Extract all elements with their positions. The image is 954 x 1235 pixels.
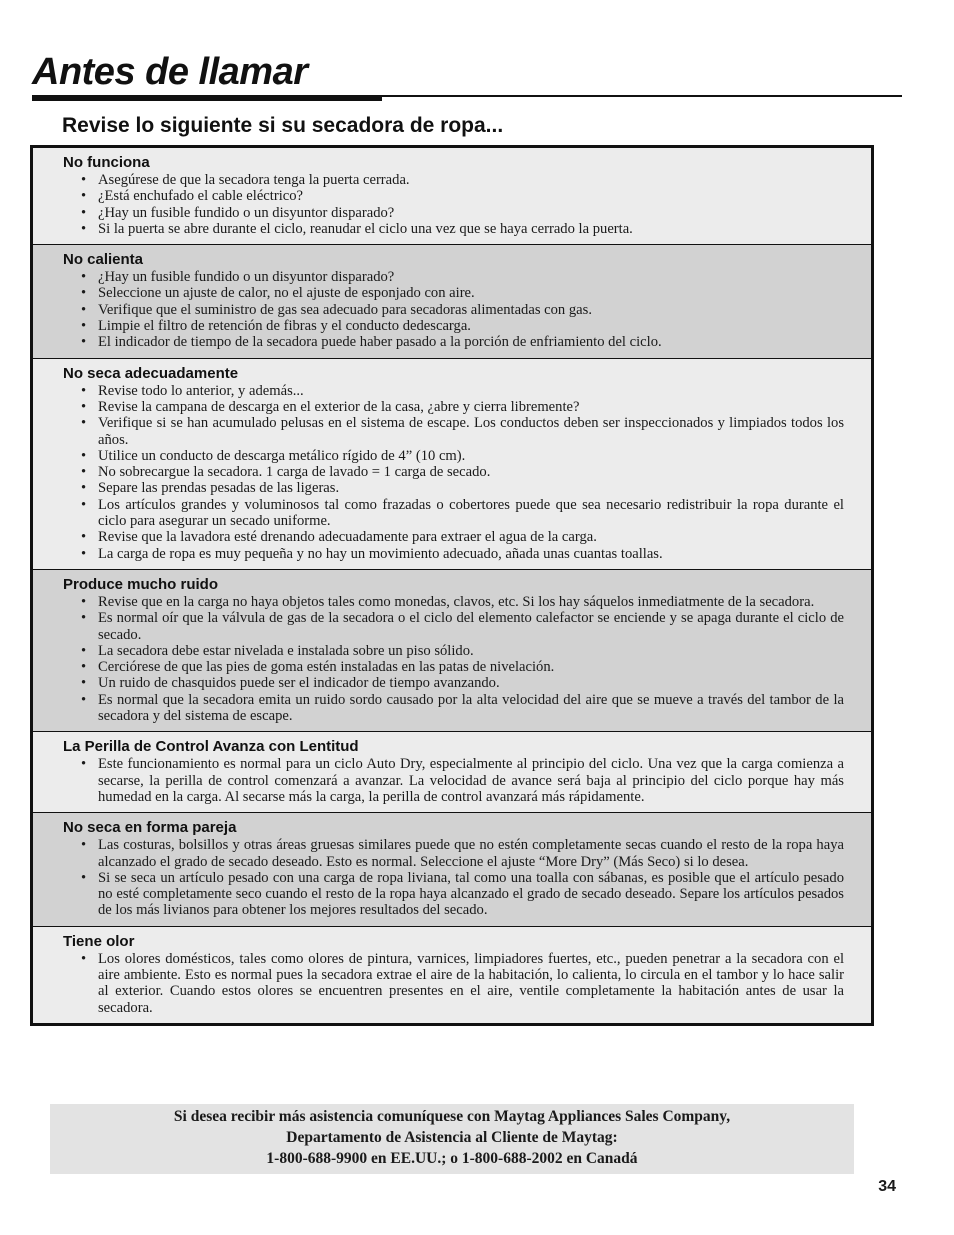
list-item: • Revise la campana de descarga en el exterior de la casa, ¿abre y cierra libremente? xyxy=(63,399,844,415)
list-item: • Revise todo lo anterior, y además... xyxy=(63,383,844,399)
section-no-seca-pareja xyxy=(33,812,871,925)
list-item: • La carga de ropa es muy pequeña y no hay un movimiento adecuado, añada unas cuantas toallas. xyxy=(63,546,844,562)
list-item: • Limpie el filtro de retención de fibras y el conducto dedescarga. xyxy=(63,318,844,334)
list-item: • No sobrecargue la secadora. 1 carga de lavado = 1 carga de secado. xyxy=(63,464,844,480)
list-item: • Si se seca un artículo pesado con una carga de ropa liviana, tal como una toalla con sábanas, es posible que el artículo pesado no esté completamente seco cuando el resto de la ropa haya alcanzado el grado de secado deseado. Separe los artículos pesados de los más livianos para obtener los mejores resultados del secado. xyxy=(63,870,844,919)
list-item: • Cerciórese de que las pies de goma estén instaladas en las patas de nivelación. xyxy=(63,659,844,675)
list-item: • Verifique que el suministro de gas sea adecuado para secadoras alimentadas con gas. xyxy=(63,302,844,318)
list-item: • Si la puerta se abre durante el ciclo, reanudar el ciclo una vez que se haya cerrado la puerta. xyxy=(63,221,844,237)
list-item: • Es normal oír que la válvula de gas de la secadora o el ciclo del elemento calefactor se enciende y se apaga durante el ciclo de secado. xyxy=(63,610,844,643)
list-item: • Utilice un conducto de descarga metálico rígido de 4” (10 cm). xyxy=(63,448,844,464)
section-produce-mucho-ruido xyxy=(33,569,871,731)
list-item: • ¿Hay un fusible fundido o un disyuntor disparado? xyxy=(63,205,844,221)
title-rule-thick xyxy=(32,95,382,101)
section-no-seca-adecuadamente xyxy=(33,358,871,569)
section-title: La Perilla de Control Avanza con Lentitud xyxy=(63,738,359,756)
page-subtitle: Revise lo siguiente si su secadora de ropa... xyxy=(62,114,504,137)
list-item: • ¿Hay un fusible fundido o un disyuntor disparado? xyxy=(63,269,844,285)
section-title: No funciona xyxy=(63,154,150,171)
page-number: 34 xyxy=(878,1178,896,1195)
assistance-line: Si desea recibir más asistencia comuníquese con Maytag Appliances Sales Company, xyxy=(173,1108,731,1125)
section-title: No calienta xyxy=(63,251,144,269)
list-item: • Seleccione un ajuste de calor, no el ajuste de esponjado con aire. xyxy=(63,285,844,301)
list-item: • Revise que en la carga no haya objetos tales como monedas, clavos, etc. Si los hay sáquelos inmediatmente de la secadora. xyxy=(63,594,844,610)
list-item: • ¿Está enchufado el cable eléctrico? xyxy=(63,188,844,204)
assistance-line: Departamento de Asistencia al Cliente de Maytag: xyxy=(286,1129,618,1146)
page-title: Antes de llamar xyxy=(32,51,308,93)
list-item: • Separe las prendas pesadas de las ligeras. xyxy=(63,480,844,496)
assistance-box xyxy=(50,1104,854,1174)
troubleshooting-table xyxy=(30,145,874,1026)
assistance-phone-numbers: 1-800-688-9900 en EE.UU.; o 1-800-688-2002 en Canadá xyxy=(266,1150,638,1167)
list-item: • Revise que la lavadora esté drenando adecuadamente para extraer el agua de la carga. xyxy=(63,529,844,545)
list-item: • Un ruido de chasquidos puede ser el indicador de tiempo avanzando. xyxy=(63,675,844,691)
section-no-calienta xyxy=(33,244,871,357)
section-no-funciona xyxy=(33,148,871,244)
section-title: Produce mucho ruido xyxy=(63,575,219,593)
section-title: No seca en forma pareja xyxy=(63,819,237,837)
section-tiene-olor xyxy=(33,926,871,1023)
list-item: • Los olores domésticos, tales como olores de pintura, varnices, limpiadores fuertes, etc., pueden penetrar a la secadora con el aire ambiente. Esto es normal pues la secadora extrae el aire de la habitación, lo calienta, lo circula en el tambor y lo hace salir al exterior. Cuando estos olores se encuentren presentes en el aire, ventile completamente la habitación antes de usar la secadora. xyxy=(63,951,844,1016)
list-item: • Este funcionamiento es normal para un ciclo Auto Dry, especialmente al principio del ciclo. Una vez que la carga comienza a secarse, la perilla de control comenzará a avanzar. La velocidad de avance será baja al principio del ciclo porque hay más humedad en la carga. Al secarse más la carga, la perilla de control avanzará más rápidamente. xyxy=(63,756,844,805)
section-title: Tiene olor xyxy=(63,932,135,950)
list-item: • Las costuras, bolsillos y otras áreas gruesas similares puede que no estén completamente secas cuando el resto de la ropa haya alcanzado el grado de secado deseado. Esto es normal. Seleccione el ajuste “More Dry” (Más Seco) si lo desea. xyxy=(63,837,844,870)
list-item: • Verifique si se han acumulado pelusas en el sistema de escape. Los conductos deben ser inspeccionados y limpiados todos los años. xyxy=(63,415,844,448)
list-item: • El indicador de tiempo de la secadora puede haber pasado a la porción de enfriamiento del ciclo. xyxy=(63,334,844,350)
list-item: • La secadora debe estar nivelada e instalada sobre un piso sólido. xyxy=(63,643,844,659)
section-title: No seca adecuadamente xyxy=(63,364,239,382)
list-item: • Es normal que la secadora emita un ruido sordo causado por la alta velocidad del aire que se mueve a través del tambor de la secadora y del sistema de escape. xyxy=(63,692,844,725)
section-perilla-control xyxy=(33,731,871,812)
title-rule-thin xyxy=(382,95,902,97)
list-item: • Asegúrese de que la secadora tenga la puerta cerrada. xyxy=(63,172,844,188)
list-item: • Los artículos grandes y voluminosos tal como frazadas o cobertores puede que sea necesario redistribuir la ropa durante el ciclo para asegurar un secado uniforme. xyxy=(63,497,844,530)
